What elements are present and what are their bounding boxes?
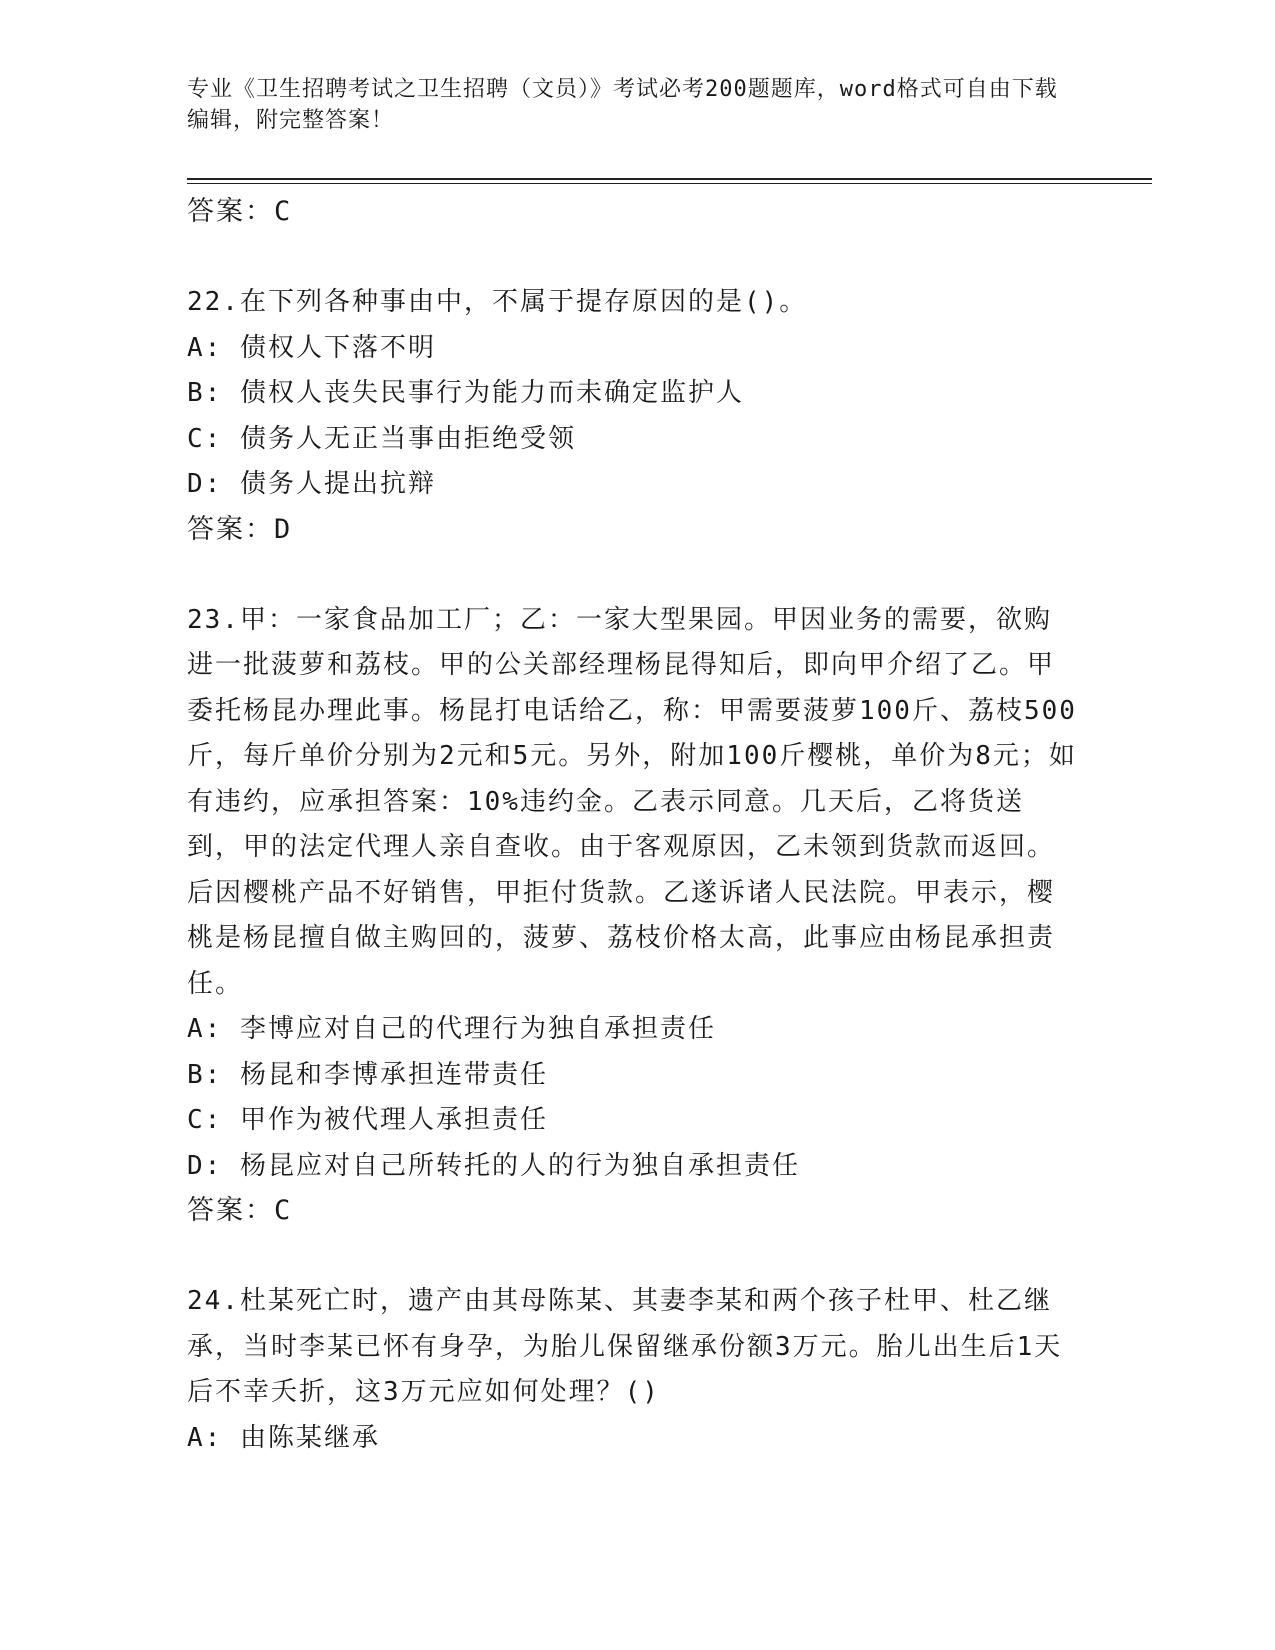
question-block-22 bbox=[187, 280, 1077, 552]
spacer bbox=[187, 552, 1077, 598]
question-block-24 bbox=[187, 1279, 1077, 1461]
option-23-c: C: 甲作为被代理人承担责任 bbox=[187, 1105, 548, 1135]
answer-22: 答案：D bbox=[187, 513, 293, 545]
option-23-d: D: 杨昆应对自己所转托的人的行为独自承担责任 bbox=[187, 1150, 800, 1181]
answer-23: 答案：C bbox=[187, 1195, 293, 1226]
question-block-23 bbox=[187, 598, 1077, 1234]
question-23: 23.甲：一家食品加工厂；乙：一家大型果园。甲因业务的需要，欲购进一批菠萝和荔枝。甲的公关部经理杨昆得知后，即向甲介绍了乙。甲委托杨昆办理此事。杨昆打电话给乙，称：甲需要菠萝100斤、荔枝500斤，每斤单价分别为2元和5元。另外，附加100斤樱桃，单价为8元；如有违约，应承担答案：10%违约金。乙表示同意。几天后，乙将货送到，甲的法定代理人亲自查收。由于客观原因，乙未领到货款而返回。后因樱桃产品不好销售，甲拒付货款。乙遂诉诸人民法院。甲表示，樱桃是杨昆擅自做主购回的，菠萝、荔枝价格太高，此事应由杨昆承担责任。 bbox=[187, 604, 1077, 999]
option-22-c: C: 债务人无正当事由拒绝受领 bbox=[187, 423, 576, 454]
question-22: 22.在下列各种事由中，不属于提存原因的是()。 bbox=[187, 287, 808, 317]
answer-21: 答案：C bbox=[187, 196, 293, 227]
spacer bbox=[187, 234, 1077, 280]
option-22-a: A: 债权人下落不明 bbox=[187, 332, 436, 363]
option-22-d: D: 债务人提出抗辩 bbox=[187, 469, 436, 499]
question-24: 24.杜某死亡时，遗产由其母陈某、其妻李某和两个孩子杜甲、杜乙继承，当时李某已怀有身孕，为胎儿保留继承份额3万元。胎儿出生后1天后不幸夭折，这3万元应如何处理？() bbox=[187, 1286, 1063, 1407]
header-divider-thin bbox=[187, 183, 1152, 184]
document-header: 专业《卫生招聘考试之卫生招聘（文员）》考试必考200题题库，word格式可自由下载编辑，附完整答案！ bbox=[187, 77, 1058, 133]
option-24-a: A: 由陈某继承 bbox=[187, 1422, 380, 1453]
header-divider-thick bbox=[187, 178, 1152, 180]
spacer bbox=[187, 1233, 1077, 1279]
option-23-a: A: 李博应对自己的代理行为独自承担责任 bbox=[187, 1014, 716, 1044]
document-body bbox=[187, 190, 1077, 1461]
option-22-b: B: 债权人丧失民事行为能力而未确定监护人 bbox=[187, 378, 744, 408]
option-23-b: B: 杨昆和李博承担连带责任 bbox=[187, 1059, 548, 1090]
